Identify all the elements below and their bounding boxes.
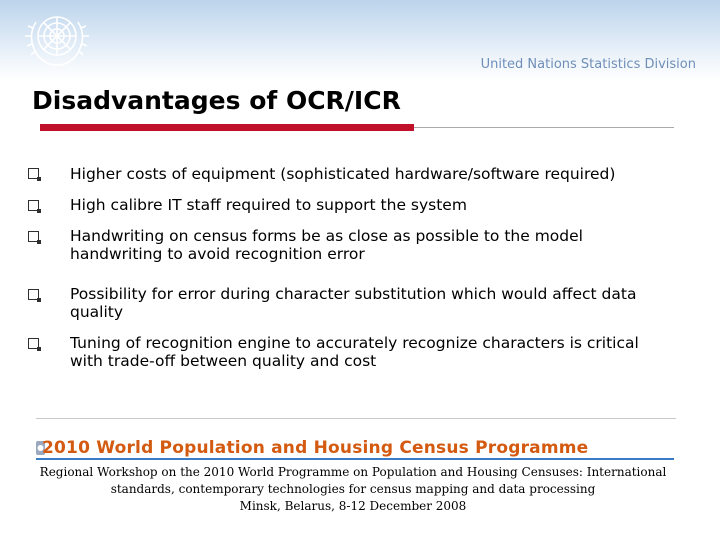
workshop-line: standards, contemporary technologies for census mapping and data processing <box>110 482 596 496</box>
square-bullet-icon <box>28 168 39 179</box>
bullet-text: High calibre IT staff required to support the system <box>70 196 467 214</box>
title-underline-gray <box>414 127 674 128</box>
programme-banner <box>36 437 674 459</box>
un-emblem-icon <box>20 8 94 70</box>
square-bullet-icon <box>28 338 39 349</box>
programme-title: 2010 World Population and Housing Census Programme <box>42 438 589 458</box>
square-bullet-icon <box>28 231 39 242</box>
square-bullet-icon <box>28 289 39 300</box>
bullet-text: Handwriting on census forms be as close as possible to the model handwriting to avoid recognition error <box>70 227 583 263</box>
organization-name: United Nations Statistics Division <box>480 57 696 72</box>
title-underline-red <box>40 124 414 131</box>
banner-underline <box>36 458 674 460</box>
workshop-line: Minsk, Belarus, 8-12 December 2008 <box>239 499 467 513</box>
square-bullet-icon <box>28 200 39 211</box>
workshop-line: Regional Workshop on the 2010 World Programme on Population and Housing Censuses: International <box>39 465 667 479</box>
workshop-caption <box>36 464 670 515</box>
bullet-text: Tuning of recognition engine to accurately recognize characters is critical with trade-off between quality and cost <box>70 334 639 370</box>
footer-divider <box>36 418 676 419</box>
bullet-text: Possibility for error during character substitution which would affect data quality <box>70 285 637 321</box>
bullet-text: Higher costs of equipment (sophisticated hardware/software required) <box>70 165 616 183</box>
slide-title: Disadvantages of OCR/ICR <box>32 86 401 115</box>
